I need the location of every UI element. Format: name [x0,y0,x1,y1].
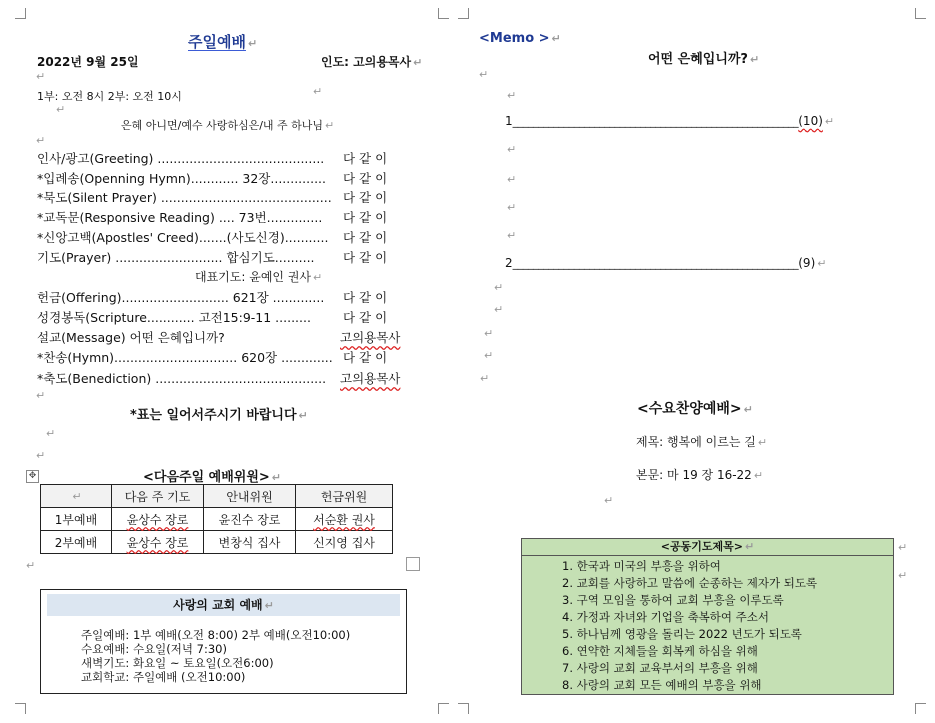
paragraph-mark-icon: ↵ [757,436,768,449]
paragraph-mark-icon: ↵ [898,541,908,554]
paragraph-mark-icon: ↵ [247,37,258,50]
hymn-theme-text: 은혜 아니면/예수 사랑하심은/내 주 하나님 [121,119,324,132]
table-cell: 1부예배 [41,508,112,531]
prayer-topic-item: 3. 구역 모임을 통하여 교회 부흥을 이루도록 [562,593,784,607]
paragraph-mark-icon: ↵ [507,89,517,102]
memo-rule: ________________________________________________________ [512,115,799,128]
prayer-topics-box [521,538,894,695]
memo-line-number: 2 [505,256,513,270]
paragraph-mark-icon: ↵ [298,409,308,422]
prayer-topic-item: 6. 연약한 지체들을 회복케 하심을 위해 [562,644,758,658]
paragraph-mark-icon: ↵ [56,103,66,116]
church-info-line: 주일예배: 1부 예배(오전 8:00) 2부 예배(오전10:00) [81,628,351,642]
order-item-label: 기도(Prayer) ........................... 합심기도.......... [37,250,315,265]
prayer-topics-title-text: <공동기도제목> [660,540,743,553]
memo-title-text: <Memo > [479,31,550,46]
paragraph-mark-icon: ↵ [507,201,517,214]
memo-line-end: (9) [798,256,816,270]
table-header-cell: 헌금위원 [296,485,393,508]
memo-title [479,31,561,46]
paragraph-mark-icon: ↵ [484,327,494,340]
table-header-cell: ↵ [41,485,112,508]
page-title-text: 주일예배 [188,33,246,51]
crop-mark-top-mid-left [438,8,449,19]
table-move-handle-icon[interactable]: ✥ [26,470,39,483]
order-item [37,169,423,187]
memo-line-1 [505,114,834,128]
order-item-responsible: 다 같 이 [343,190,388,205]
order-item [37,328,423,346]
order-item [37,248,423,266]
order-item-responsible: 다 같 이 [343,151,388,166]
officiant-text: 인도: 고의용목사 [321,55,412,69]
church-info-line: 수요예배: 수요일(저녁 7:30) [81,642,227,656]
order-item-label: *신앙고백(Apostles' Creed).......(사도신경)........... [37,230,329,245]
order-item [37,288,423,306]
paragraph-mark-icon: ↵ [36,70,46,83]
table-cell: 서순환 권사 [296,508,393,531]
paragraph-mark-icon: ↵ [817,257,827,270]
prayer-topic-item: 5. 하나님께 영광을 돌리는 2022 년도가 되도록 [562,627,802,641]
memo-line-end: (10) [798,114,823,128]
order-item-responsible: 다 같 이 [343,250,388,265]
paragraph-mark-icon: ↵ [313,271,323,284]
order-item-label: 성경봉독(Scripture............ 고전15:9-11 ......... [37,310,311,325]
paragraph-mark-icon: ↵ [507,229,517,242]
table-cell: 변창식 집사 [204,531,296,554]
order-item-responsible: 다 같 이 [343,350,388,365]
crop-mark-top-right [915,8,926,19]
order-item-label: *축도(Benediction) ........................................... [37,371,327,386]
paragraph-mark-icon: ↵ [604,494,614,507]
paragraph-mark-icon: ↵ [36,389,46,402]
officiant [321,53,422,70]
order-item-responsible: 고의용목사 [340,371,401,386]
wednesday-title-text: <수요찬양예배> [637,401,742,417]
crop-mark-top-left [15,8,26,19]
crop-mark-bottom-mid-left [438,703,449,714]
order-item [37,228,423,246]
crop-mark-bottom-mid-right [458,703,469,714]
paragraph-mark-icon: ↵ [551,32,561,45]
prayer-topic-item: 1. 한국과 미국의 부흥을 위하여 [562,559,721,573]
crop-mark-bottom-right [915,703,926,714]
church-info-box [40,589,407,694]
church-info-line: 새벽기도: 화요일 ~ 토요일(오전6:00) [81,656,274,670]
order-item-responsible: 다 같 이 [343,210,388,225]
order-item-label: *찬송(Hymn)............................... 620장 ............. [37,350,333,365]
service-date: 2022년 9월 25일 [37,55,139,69]
prayer-topic-item: 4. 가정과 자녀와 기업을 축복하여 주소서 [562,610,769,624]
table-header-cell: 안내위원 [204,485,296,508]
wednesday-subject [636,433,767,450]
wednesday-scripture-text: 본문: 마 19 장 16-22 [636,468,752,482]
order-item-responsible: 다 같 이 [343,171,388,186]
memo-rule: ________________________________________________________ [512,257,799,270]
prayer-topic-item: 8. 사랑의 교회 모든 예배의 부흥을 위해 [562,678,762,692]
hymn-theme [121,117,334,133]
order-item [37,188,423,206]
order-item [37,308,423,326]
order-item-label: 헌금(Offering)........................... 621장 ............. [37,290,325,305]
paragraph-mark-icon: ↵ [507,173,517,186]
church-info-title [47,594,400,616]
order-item [37,348,423,366]
table-header-cell: 다음 주 기도 [112,485,204,508]
church-info-title-text: 사랑의 교회 예배 [173,598,263,612]
representative-prayer [195,268,322,285]
order-item-responsible: 고의용목사 [340,330,401,345]
representative-prayer-text: 대표기도: 윤예인 권사 [195,270,312,284]
paragraph-mark-icon: ↵ [484,349,494,362]
order-item-label: *입례송(Openning Hymn)............ 32장.............. [37,171,326,186]
paragraph-mark-icon: ↵ [744,540,755,553]
prayer-topics-title [522,539,893,556]
table-cell: 신지영 집사 [296,531,393,554]
order-item-label: 인사/광고(Greeting) .......................................... [37,151,325,166]
table-cell: 윤상수 장로 [112,508,204,531]
paragraph-mark-icon: ↵ [413,56,423,69]
memo-question-text: 어떤 은혜입니까? [648,52,748,67]
paragraph-mark-icon: ↵ [743,403,753,416]
paragraph-mark-icon: ↵ [26,559,36,572]
order-item-label: 설교(Message) 어떤 은혜입니까? [37,330,225,345]
order-item-responsible: 다 같 이 [343,290,388,305]
prayer-topic-item: 7. 사랑의 교회 교육부서의 부흥을 위해 [562,661,758,675]
paragraph-mark-icon: ↵ [824,115,835,128]
memo-line-number: 1 [505,114,513,128]
order-item-label: *교독문(Responsive Reading) .... 73번.............. [37,210,323,225]
paragraph-mark-icon: ↵ [264,599,274,612]
paragraph-mark-icon: ↵ [36,449,46,462]
crop-mark-bottom-left [15,703,26,714]
order-item [37,208,423,226]
table-row [41,531,393,554]
paragraph-mark-icon: ↵ [507,143,517,156]
paragraph-mark-icon: ↵ [313,85,323,98]
table-cell: 2부예배 [41,531,112,554]
standing-note-text: *표는 일어서주시기 바랍니다 [130,408,297,423]
paragraph-mark-icon: ↵ [898,569,908,582]
order-item-responsible: 다 같 이 [343,310,388,325]
paragraph-mark-icon: ↵ [479,68,489,81]
order-item-responsible: 다 같 이 [343,230,388,245]
paragraph-mark-icon: ↵ [480,372,490,385]
paragraph-mark-icon: ↵ [271,471,281,484]
committee-table [40,484,393,554]
paragraph-mark-icon: ↵ [494,281,504,294]
order-item-label: *묵도(Silent Prayer) ........................................... [37,190,332,205]
committee-title-text: <다음주일 예배위원> [143,470,270,485]
order-item [37,149,423,167]
wednesday-title [637,398,753,418]
table-cell: 윤상수 장로 [112,531,204,554]
table-row [41,508,393,531]
table-resize-handle[interactable] [406,557,420,571]
wednesday-scripture [636,466,763,483]
prayer-topic-item: 2. 교회를 사랑하고 말씀에 순종하는 제자가 되도록 [562,576,818,590]
wednesday-subject-text: 제목: 행복에 이르는 길 [636,435,756,449]
paragraph-mark-icon: ↵ [46,427,56,440]
table-header-row [41,485,393,508]
crop-mark-top-mid-right [458,8,469,19]
paragraph-mark-icon: ↵ [753,469,764,482]
memo-line-2 [505,256,826,270]
committee-title [143,466,281,485]
paragraph-mark-icon: ↵ [325,119,335,132]
paragraph-mark-icon: ↵ [36,134,46,147]
order-item [37,369,423,387]
table-cell: 윤진수 장로 [204,508,296,531]
standing-note [130,404,308,423]
page-title [188,31,257,52]
service-times: 1부: 오전 8시 2부: 오전 10시 [37,90,182,103]
church-info-line: 교회학교: 주일예배 (오전10:00) [81,670,246,684]
memo-question [648,48,759,67]
paragraph-mark-icon: ↵ [749,53,760,66]
paragraph-mark-icon: ↵ [494,303,504,316]
